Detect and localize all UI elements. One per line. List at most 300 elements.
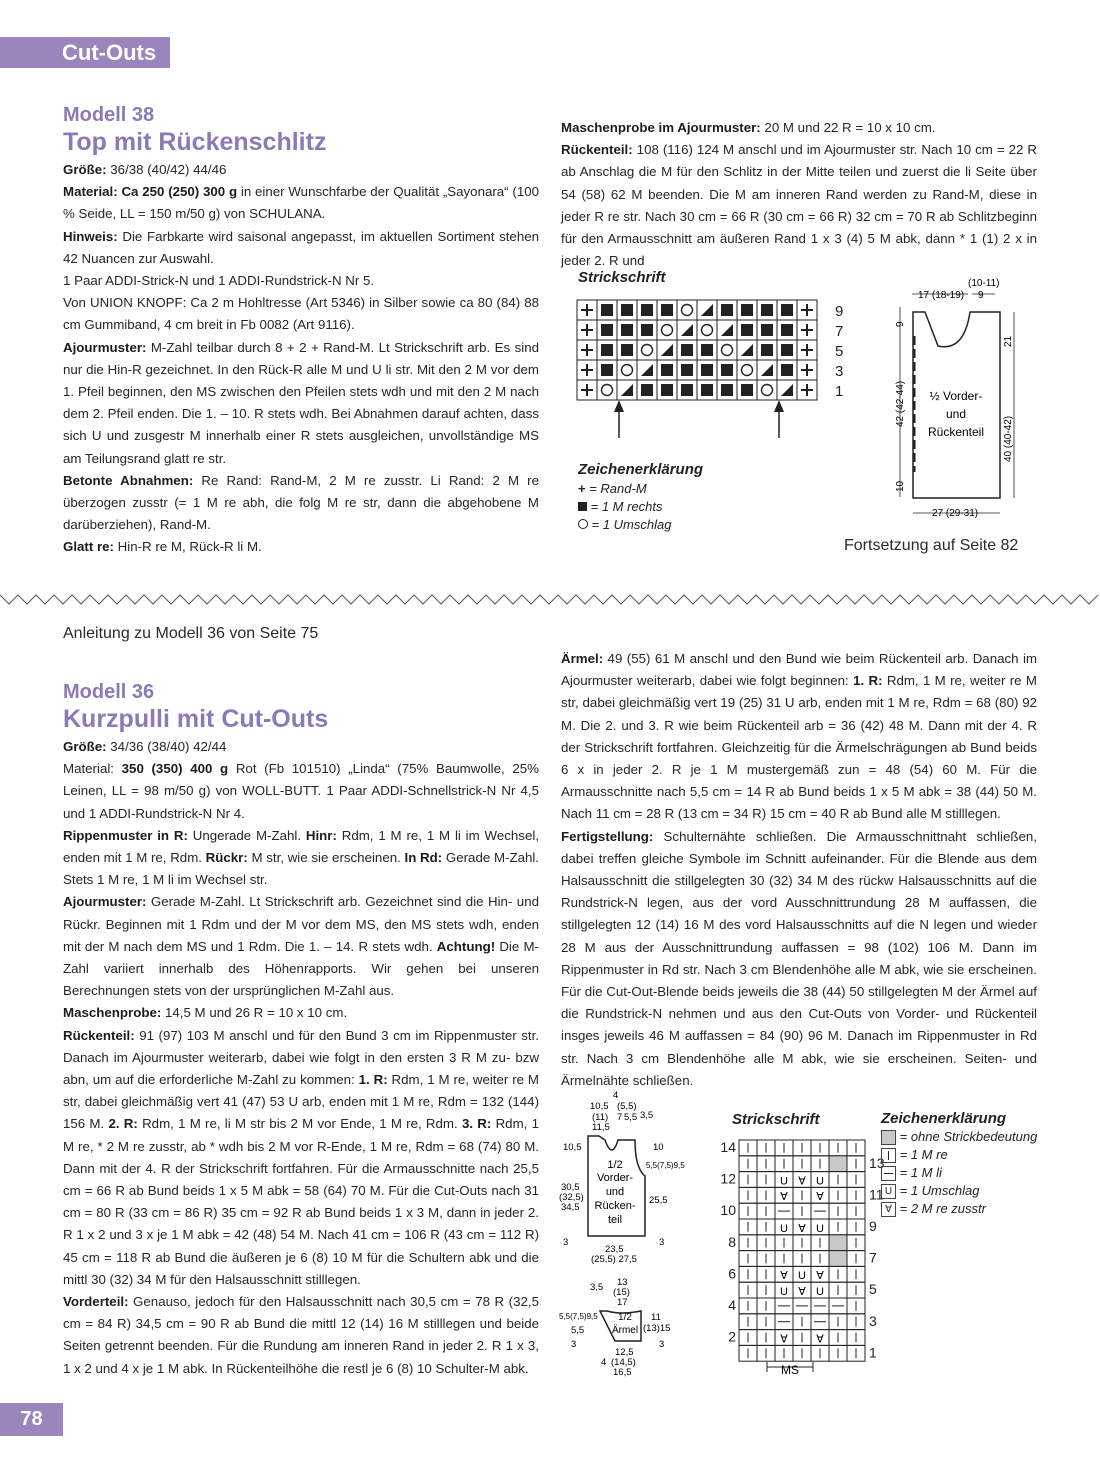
m38-cell [777,300,797,320]
m36-ajour: Ajourmuster: Gerade M-Zahl. Lt Strickschrift arb. Gezeichnet sind die Hin- und Rückr. Beginnen mit 1 Rdm und der M vor dem MS, den MS stets wdh, enden mit der M nach dem MS und 1 Rdm. Die 1. – 14. R stets wdh. Achtung! Die M-Zahl variiert innerhalb des Höhenrapports. Wir gehen bei unseren Berechnungen stets von der ursprünglichen M-Zahl aus. [63,894,539,999]
m36-cell [811,1314,829,1330]
m36-cell [739,1251,757,1267]
svg-text:U: U [816,1175,824,1188]
m36-cell [829,1172,847,1188]
m38-cell [617,300,637,320]
schema-center-2: und [945,407,967,421]
m38-cell [637,300,657,320]
m36-cell [811,1156,829,1172]
m38-cell [777,380,797,400]
m38-cell [717,380,737,400]
sb-t6: 5,5 [624,1112,638,1123]
m38-cell [617,320,637,340]
m36-cell [757,1156,775,1172]
m36-cell [739,1187,757,1203]
m36-cell [757,1203,775,1219]
sb-b2: 3 [659,1237,665,1248]
m38-betonte: Betonte Abnahmen: Re Rand: Rand-M, 2 M re zusstr. Li Rand: 2 M re überzogen zusstr (= 1 M re abh, die folg M re str, dann die abgehobene M darüberziehen), Rand-M. [63,472,539,533]
svg-text:∀: ∀ [798,1175,806,1188]
m38-cell [577,300,597,320]
legend-item-ohne: = ohne Strickbedeutung [881,1128,1037,1146]
sb-l4: 34,5 [561,1202,580,1213]
sb-l3: (32,5) [559,1192,584,1203]
m36-cell [775,1156,793,1172]
sb-t7: 11,5 [592,1122,610,1133]
svg-text:U: U [780,1222,788,1235]
m36-cell [847,1298,865,1314]
m36-cell [775,1345,793,1361]
m36-cell [811,1219,829,1235]
sb-b4: (25,5) 27,5 [591,1254,637,1265]
m38-cell [617,380,637,400]
m36-cell [793,1251,811,1267]
m36-cell [829,1140,847,1156]
zigzag-divider [0,592,1100,606]
m38-cell [677,320,697,340]
sb-l1: 10,5 [563,1142,582,1153]
m38-union: Von UNION KNOPF: Ca 2 m Hohltresse (Art 5346) in Silber sowie ca 80 (84) 88 cm Gummiband, 4 cm breit in Fb 0082 (Art 9116). [63,295,539,333]
m38-right-column [561,117,1037,272]
m38-cell [637,340,657,360]
m36-cell [847,1156,865,1172]
legend-item-li: = 1 M li [881,1164,1037,1182]
m38-legend [578,480,671,534]
m36-label: Modell 36 [63,681,155,703]
svg-text:U: U [816,1222,824,1235]
m36-cell [757,1172,775,1188]
m36-cell [793,1345,811,1361]
m36-cell [847,1266,865,1282]
svg-text:∀: ∀ [798,1286,806,1298]
m36-rueckenteil: Rückenteil: 91 (97) 103 M anschl und für den Bund 3 cm im Rippenmuster str. Danach im Ajourmuster weiterarb, dabei wie folgt in den ersten 3 R M zu- bzw abn, um auf die erforderliche M-Zahl zu kommen: 1. R: Rdm, 1 M re, weiter re M str, dabei gleichmäßig vert 41 (47) 53 U arb, enden mit 1 M re, Rdm = 132 (144) 156 M. 2. R: Rdm, 1 M re, li M str bis 2 M vor Ende, 1 M re, Rdm. 3. R: Rdm, 1 M re, * 2 M re zusstr, ab * wdh bis 2 M vor R-Ende, 1 M re, Rdm = 68 (74) 80 M. Dann mit der 4. R der Strickschrift fortfahren. Für die Armausschnitte nach 25,5 cm = 66 R ab Bund beids 1 x 5 M abk = 58 (64) 70 M. Für die Cut-Outs nach 31 cm = 80 R (33 cm = 86 R) 35 cm = 92 R ab Bund beids 1 x 3 M, dann in jeder 2. R 1 x 2 und 3 x je 1 M abk = 42 (48) 54 M. Nach 41 cm = 106 R (43 cm = 112 R) 45 cm = 118 R ab Bund die äußeren je 6 (8) 10 M für die Schultern abk und die mittl 30 (32) 34 M für den Halsausschnitt stilllegen. [63,1027,539,1287]
m36-cell [739,1203,757,1219]
m38-label: Modell 38 [63,104,155,126]
m38-row-number: 1 [835,383,844,400]
m36-cell [829,1235,847,1251]
m36-cell [811,1298,829,1314]
m38-glatt: Glatt re: Hin-R re M, Rück-R li M. [63,539,262,555]
m38-cell [577,380,597,400]
section-tab [0,37,170,68]
m38-rueckenteil: Rückenteil: 108 (116) 124 M anschl und im Ajourmuster str. Nach 10 cm = 22 R ab Anschlag die M für den Schlitz in der Mitte teilen und zuerst die li Seite über 54 (58) 62 M beenden. Die M am inneren Rand werden zu Rand-M, diese in jeder R re str. Nach 30 cm = 66 R (30 cm = 66 R) 32 cm = 70 R ab Schlitzbeginn für den Armausschnitt am äußeren Rand 1 x 3 (4) 5 M abk, dann * 1 (1) 2 x in jeder 2. R und [561,142,1037,269]
sb-r1: 10 [653,1142,664,1153]
m36-cell [829,1345,847,1361]
sb-c4: Rücken- [594,1200,636,1212]
m36-vorderteil: Vorderteil: Genauso, jedoch für den Halsausschnitt nach 30,5 cm = 78 R (32,5 cm = 84 R) 34,5 cm = 90 R ab Bund die mittl 12 (14) 16 M stilllegen und beide Seiten getrennt beenden. Für die Rundung am inneren Rand in jeder 2. R 1 x 3, 1 x 2 und 4 x je 1 M abk. In Rückenteilhöhe die restl je 6 (8) 10 Schulter-M abk. [63,1294,539,1376]
m38-schematic [880,272,1040,522]
m38-cell [597,380,617,400]
grey-square-icon [881,1130,896,1145]
m38-chart-title: Strickschrift [578,269,666,286]
m36-cell [829,1330,847,1346]
legend-item-zusstr: ∀ = 2 M re zusstr [881,1200,1037,1218]
m38-cell [797,300,817,320]
schema-right-mid: 40 (40-42) [1003,415,1014,462]
m36-cell [757,1330,775,1346]
sb-l2: 30,5 [561,1182,580,1193]
m38-cell [657,340,677,360]
m36-row-number-right: 11 [869,1186,884,1203]
m38-cell [777,340,797,360]
m38-cell [577,360,597,380]
ss-b1: 4 [601,1357,607,1368]
m36-cell [757,1314,775,1330]
m38-cell [617,360,637,380]
m38-cell [657,320,677,340]
m38-cell [657,380,677,400]
m38-cell [697,360,717,380]
m36-groesse: Größe: 34/36 (38/40) 42/44 [63,739,227,754]
m38-cell [697,340,717,360]
page-number: 78 [0,1403,63,1436]
m38-cell [757,380,777,400]
m36-chart-ms: MS [781,1363,799,1377]
m38-cell [717,320,737,340]
ss-r1: 11 [651,1312,661,1323]
m36-cell [739,1235,757,1251]
m36-cell [793,1187,811,1203]
m38-row-number: 7 [835,323,844,340]
schema-top: 17 (18-19) [918,290,965,301]
m38-cell [797,340,817,360]
m36-row-number-left: 8 [728,1233,736,1250]
m36-cell [739,1156,757,1172]
m36-cell [847,1172,865,1188]
m36-cell [739,1140,757,1156]
m36-cell [847,1330,865,1346]
m38-title: Top mit Rückenschlitz [63,128,327,156]
m36-cell [811,1282,829,1298]
m36-row-number-left: 14 [720,1139,736,1155]
m36-cell [739,1314,757,1330]
m36-cell [757,1187,775,1203]
m36-cell [775,1251,793,1267]
m38-cell [617,340,637,360]
m36-cell [775,1235,793,1251]
m38-row-number: 3 [835,363,844,380]
svg-text:U: U [816,1286,824,1298]
m36-legend [881,1128,1037,1218]
m36-cell [847,1282,865,1298]
m36-cell [829,1187,847,1203]
m36-cell [847,1203,865,1219]
m36-cell [847,1345,865,1361]
m38-cell [797,380,817,400]
m36-cell [757,1140,775,1156]
m36-cell [829,1298,847,1314]
m36-maschenprobe: Maschenprobe: 14,5 M und 26 R = 10 x 10 cm. [63,1005,348,1021]
sb-r2: 25,5 [649,1195,668,1206]
m36-cell [793,1203,811,1219]
m36-row-number-right: 1 [869,1344,877,1361]
m36-cell [793,1156,811,1172]
m36-cell [739,1282,757,1298]
m36-cell [811,1235,829,1251]
schema-right-top: 21 [1003,335,1014,347]
k2tog-icon: ∀ [881,1202,896,1217]
m38-cell [677,360,697,380]
sb-b3: 23,5 [605,1244,624,1255]
m36-cell [793,1219,811,1235]
m38-cell [697,300,717,320]
m36-cell [775,1298,793,1314]
schema-center-1: ½ Vorder- [929,389,983,403]
m38-cell [777,360,797,380]
ss-t3: 17 [617,1297,628,1308]
m38-cell [677,300,697,320]
m38-cell [597,300,617,320]
m36-cell [793,1235,811,1251]
yarn-over-icon: U [881,1184,896,1199]
schema-nine: 9 [978,290,984,301]
m38-row-number: 5 [835,343,844,360]
m38-cell [717,300,737,320]
m36-cell [847,1140,865,1156]
m36-cell [811,1203,829,1219]
fortsetzung: Fortsetzung auf Seite 82 [844,537,1019,554]
m36-cell [775,1172,793,1188]
m36-row-number-left: 2 [728,1328,736,1345]
m36-row-number-right: 13 [869,1154,885,1171]
m36-cell [775,1187,793,1203]
schema-left-mid: 42 (42-44) [895,380,906,427]
m38-cell [717,360,737,380]
sb-c1: 1/2 [607,1159,623,1171]
m36-cell [739,1172,757,1188]
m36-row-number-left: 10 [720,1202,736,1219]
m36-cell [775,1314,793,1330]
m36-cell [829,1203,847,1219]
m38-cell [597,340,617,360]
knit-stitch-icon [881,1148,896,1163]
m36-row-number-left: 12 [720,1170,736,1187]
m36-cell [829,1251,847,1267]
m38-cell [697,380,717,400]
svg-text:U: U [798,1270,806,1283]
m38-left-column [63,103,539,559]
sb-t4: (11) [592,1112,609,1123]
m36-right-column [561,648,1037,1092]
legend-item-umschlag: U = 1 Umschlag [881,1182,1037,1200]
ss-c2: Ärmel [611,1325,639,1336]
circle-icon [578,519,588,529]
m36-title: Kurzpulli mit Cut-Outs [63,705,329,733]
ss-t1: 13 [617,1277,628,1288]
m36-cell [847,1219,865,1235]
svg-text:∀: ∀ [816,1333,824,1346]
m36-cell [739,1345,757,1361]
purl-stitch-icon [881,1166,896,1181]
sb-t8: 3,5 [640,1110,654,1121]
m36-rippen: Rippenmuster in R: Ungerade M-Zahl. Hinr: Rdm, 1 M re, 1 M li im Wechsel, enden mit 1 M re, Rdm. Rückr: M str, wie sie erscheinen. In Rd: Gerade M-Zahl. Stets 1 M re, 1 M li im Wechsel str. [63,827,540,888]
m38-cell [757,320,777,340]
svg-text:U: U [780,1286,788,1298]
m38-material: Material: Ca 250 (250) 300 g in einer Wunschfarbe der Qualität „Sayonara“ (100 % Seide, LL = 150 m/50 g) von SCHULANA. [63,184,540,222]
m38-cell [677,340,697,360]
m36-cell [775,1203,793,1219]
m36-cell [811,1172,829,1188]
m36-cell [757,1298,775,1314]
m36-row-number-right: 7 [869,1249,877,1266]
m36-row-number-right: 9 [869,1218,877,1234]
m38-ajour: Ajourmuster: M-Zahl teilbar durch 8 + 2 + Rand-M. Lt Strickschrift arb. Es sind nur die Hin-R gezeichnet. In den Rück-R alle M und U li str. Mit den 2 M vor dem 1. Pfeil beginnen, den MS zwischen den Pfeilen stets wdh und mit den 2 M nach dem 2. Pfeil enden. Die 1. – 10. R stets wdh. Bei Abnahmen darauf achten, dass sich U und zusgestr M innerhalb einer R stets ausgleichen, unvollständige MS am Teilungsrand glatt re str. [63,339,539,466]
m36-cell [793,1282,811,1298]
ss-l1: 3,5 [590,1282,604,1293]
m38-cell [677,380,697,400]
m36-fertigstellung: Fertigstellung: Schulternähte schließen. Die Armausschnittnaht schließen, dabei treffen gleiche Symbole im Schnitt aufeinander. Für die Blende aus dem Halsausschnitt die stillgelegten 30 (32) 34 M des rückw Halsausschnitts auf die Rundstrick-N legen, aus der vord Ausschnittrundung 28 M auffassen, die stillgelegten 12 (14) 16 M des vord Halsausschnitts auf die N legen und wieder 28 M aus der Ausschnittrundung auffassen = 98 (102) 106 M. Dann im Rippenmuster in Rd str. Nach 3 cm Blendenhöhe alle M abk, wie sie erscheinen. Für die Cut-Out-Blende beids jeweils die 38 (44) 50 stillgelegten M der Ärmel auf die Rundstrick-N nehmen und aus den Cut-Outs von Vorder- und Rückenteil insges jeweils 46 M auffassen = 84 (90) 96 M. Danach im Rippenmuster in Rd str. Nach 3 cm Blendenhöhe alle M abk, wie sie erscheinen. Seiten- und Ärmelnähte schließen. [561,828,1037,1088]
m36-row-number-right: 3 [869,1312,877,1329]
m36-cell [847,1251,865,1267]
schema-top-small: (10-11) [968,278,1000,289]
m36-cell [847,1314,865,1330]
sb-t5: 7 [617,1112,623,1123]
m38-nadeln: 1 Paar ADDI-Strick-N und 1 ADDI-Rundstrick-N Nr 5. [63,273,375,289]
legend-item-umschlag: = 1 Umschlag [578,516,671,534]
m36-cell [793,1330,811,1346]
m38-cell [657,300,677,320]
plus-icon: + [578,481,586,496]
schema-center-3: Rückenteil [927,425,985,439]
svg-text:∀: ∀ [798,1222,806,1235]
m38-cell [737,360,757,380]
m38-cell [657,360,677,380]
m36-cell [829,1156,847,1172]
svg-text:U: U [780,1175,788,1188]
legend-item-re: = 1 M re [881,1146,1037,1164]
m36-cell [739,1298,757,1314]
m36-cell [829,1266,847,1282]
ss-b2: 12,5 [615,1347,634,1358]
sb-b1: 3 [563,1237,569,1248]
svg-text:∀: ∀ [816,1270,824,1283]
m36-cell [793,1266,811,1282]
m36-row-number-left: 4 [728,1297,736,1313]
m38-cell [577,320,597,340]
m38-groesse: Größe: 36/38 (40/42) 44/46 [63,162,227,177]
m36-cell [757,1219,775,1235]
m38-knitting-chart [575,298,850,443]
m36-cell [829,1219,847,1235]
ss-r3: 3 [659,1339,665,1350]
m38-cell [797,320,817,340]
m36-cell [775,1282,793,1298]
legend-item-rand: + = Rand-M [578,481,647,496]
m36-cell [811,1187,829,1203]
m36-left-column [63,680,539,1380]
m36-cell [757,1266,775,1282]
m36-body-schematic [555,1088,695,1273]
schema-left-top: 9 [895,321,906,327]
m36-row-number-left: 6 [728,1265,736,1282]
m36-cell [847,1187,865,1203]
m38-cell [757,340,777,360]
m38-cell [597,360,617,380]
section-title: Cut-Outs [62,40,157,65]
m38-cell [637,320,657,340]
sb-c2: Vorder- [596,1172,634,1184]
anleitung-reference: Anleitung zu Modell 36 von Seite 75 [63,625,319,642]
m36-cell [775,1219,793,1235]
m38-cell [737,380,757,400]
m36-cell [775,1140,793,1156]
m38-cell [777,320,797,340]
m36-cell [739,1219,757,1235]
m36-cell [775,1266,793,1282]
m38-row-number: 9 [835,303,844,320]
m38-cell [597,320,617,340]
m36-cell [793,1314,811,1330]
sb-c3: und [605,1186,625,1198]
m38-cell [697,320,717,340]
m36-cell [775,1330,793,1346]
m36-cell [811,1345,829,1361]
m36-sleeve-schematic [555,1275,695,1385]
ss-t2: (15) [613,1287,630,1298]
ss-r2: (13)15 [643,1323,671,1334]
ss-l2: 5,5(7,5)9,5 [559,1312,598,1321]
m36-material: Material: 350 (350) 400 g Rot (Fb 101510) „Linda“ (75% Baumwolle, 25% Leinen, LL = 98 m/50 g) von WOLL-BUTT. 1 Paar ADDI-Schnellstrick-N Nr 4,5 und 1 ADDI-Rundstrick-N Nr 4. [63,761,539,821]
m36-cell [847,1235,865,1251]
m38-maschenprobe: Maschenprobe im Ajourmuster: 20 M und 22 R = 10 x 10 cm. [561,120,936,135]
m38-cell [577,340,597,360]
m36-cell [757,1282,775,1298]
m38-cell [737,300,757,320]
sb-star: 5,5(7,5)9,5 [646,1161,685,1170]
m36-cell [757,1345,775,1361]
ss-l3: 5,5 [571,1325,585,1336]
m36-cell [793,1140,811,1156]
m36-cell [811,1330,829,1346]
m36-knitting-chart [712,1136,885,1380]
svg-text:∀: ∀ [780,1270,788,1283]
m38-cell [637,360,657,380]
m38-cell [797,360,817,380]
m36-cell [811,1140,829,1156]
m38-cell [637,380,657,400]
svg-text:∀: ∀ [780,1191,788,1204]
ss-b4: 16,5 [613,1367,632,1378]
ss-l4: 3 [571,1339,577,1350]
m38-hinweis: Hinweis: Die Farbkarte wird saisonal angepasst, im aktuellen Sortiment stehen 42 Nuancen zur Auswahl. [63,228,539,266]
ss-b3: (14,5) [611,1357,636,1368]
m36-cell [811,1266,829,1282]
schema-left-bot: 10 [895,480,906,492]
m38-cell [757,300,777,320]
m36-cell [811,1251,829,1267]
legend-item-rechts: = 1 M rechts [578,498,671,516]
ss-c1: 1/2 [618,1312,632,1323]
m36-cell [829,1282,847,1298]
m36-aermel: Ärmel: 49 (55) 61 M anschl und den Bund wie beim Rückenteil arb. Danach im Ajourmuster weiterarb, dabei wie folgt beginnen: 1. R: Rdm, 1 M re, weiter re M str, dabei gleichmäßig vert 19 (25) 31 U arb, enden mit 1 M re, Rdm = 68 (80) 92 M. Die 2. und 3. R wie beim Rückenteil arb = 36 (42) 48 M. Dann mit der 4. R der Strickschrift fortfahren. Gleichzeitig für die Ärmelschrägungen ab Bund beids 6 x in jeder 2. R je 1 M mustergemäß zun = 48 (54) 60 M. Für die Armausschnitte nach 5,5 cm = 14 R ab Bund beids 1 x 5 M abk = 38 (44) 50 M. Nach 11 cm = 28 R (13 cm = 34 R) 15 cm = 40 R ab Bund alle M stilllegen. [561,651,1037,822]
sb-t2: 10,5 [590,1101,609,1112]
sb-t1: 4 [613,1090,619,1101]
m38-cell [737,340,757,360]
sb-t3: (5,5) [617,1101,637,1112]
sb-c5: teil [607,1214,623,1226]
m38-legend-title: Zeichenerklärung [578,461,704,478]
schema-bottom: 27 (29-31) [932,508,979,519]
m36-cell [739,1330,757,1346]
m36-chart-title: Strickschrift [732,1111,820,1128]
m36-cell [793,1172,811,1188]
m36-legend-title: Zeichenerklärung [881,1110,1007,1127]
m38-cell [737,320,757,340]
svg-text:∀: ∀ [816,1191,824,1204]
m36-cell [739,1266,757,1282]
m36-cell [829,1314,847,1330]
m36-cell [757,1235,775,1251]
m36-row-number-right: 5 [869,1281,877,1298]
